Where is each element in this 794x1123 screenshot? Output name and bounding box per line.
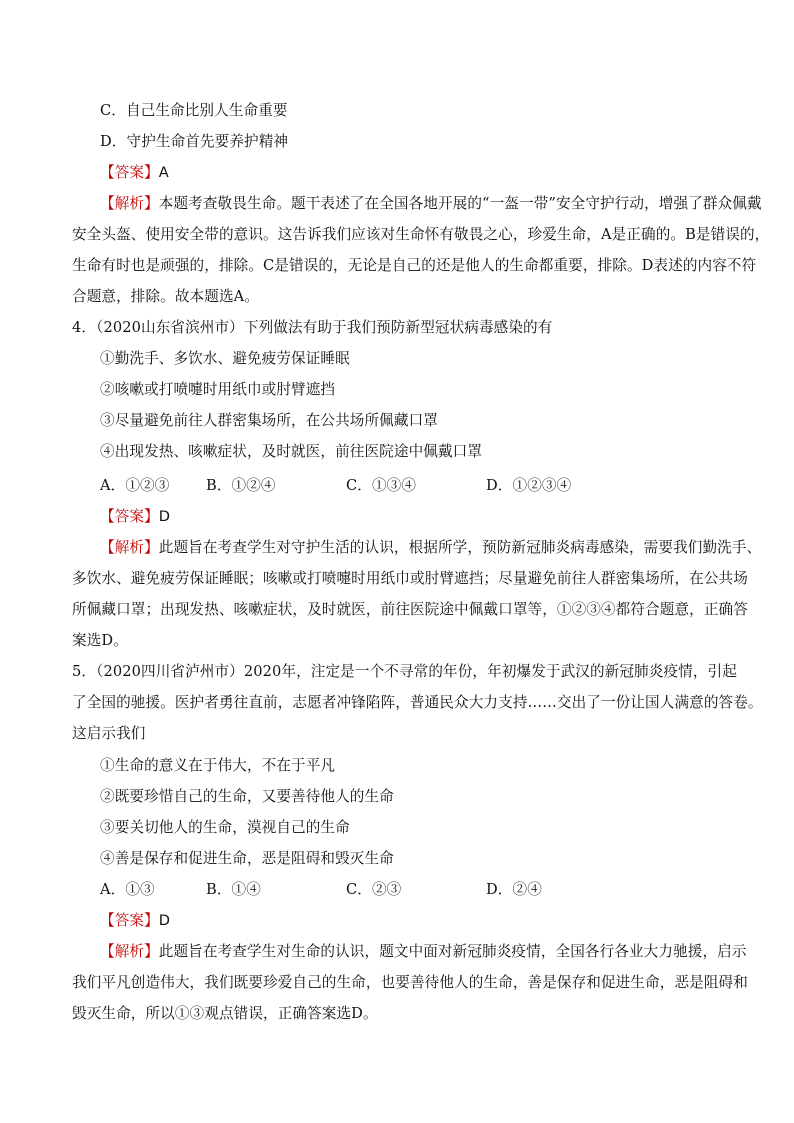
statement-item: ③要关切他人的生命，漠视自己的生命: [100, 819, 350, 836]
question-stem: 5．（2020四川省泸州市）2020年，注定是一个不寻常的年份，年初爆发于武汉的新冠肺炎疫情，引起: [72, 663, 737, 680]
analysis-line: [100, 942, 750, 962]
answer-line: [100, 911, 750, 931]
analysis-text: 本题考查敬畏生命。题干表述了在全国各地开展的“一盔一带”安全守护行动，增强了群众佩戴: [158, 195, 762, 212]
answer-tag: 【答案】: [100, 912, 159, 929]
statement-item: ①生命的意义在于伟大，不在于平凡: [100, 757, 336, 774]
option-a: A．①②③: [100, 477, 170, 494]
answer-value: A: [158, 164, 169, 181]
answer-tag: 【答案】: [100, 164, 159, 181]
analysis-text: 合题意，排除。故本题选A。: [72, 288, 259, 305]
analysis-tag: 【解析】: [100, 539, 159, 556]
option-d: D．守护生命首先要养护精神: [100, 133, 289, 150]
analysis-text: 此题旨在考查学生对生命的认识，题文中面对新冠肺炎疫情，全国各行各业大力驰援，启示: [158, 943, 747, 960]
options-row: [100, 476, 750, 496]
analysis-text: 此题旨在考查学生对守护生活的认识，根据所学，预防新冠肺炎病毒感染，需要我们勤洗手、: [158, 539, 762, 556]
analysis-line: [100, 194, 762, 214]
answer-line: [100, 507, 750, 527]
option-c: C．自己生命比别人生命重要: [100, 102, 288, 119]
analysis-tag: 【解析】: [100, 195, 159, 212]
question-stem: 了全国的驰援。医护者勇往直前，志愿者冲锋陷阵，普通民众大力支持……交出了一份让国人满意的答卷。: [72, 694, 763, 711]
analysis-text: 多饮水、避免疲劳保证睡眠；咳嗽或打喷嚏时用纸巾或肘臂遮挡；尽量避免前往人群密集场所，在公共场: [72, 570, 748, 587]
option-d: D．①②③④: [486, 477, 572, 494]
analysis-line: [100, 538, 762, 558]
option-c: C．②③: [346, 881, 402, 898]
analysis-text: 毁灭生命，所以①③观点错误，正确答案选D。: [72, 1005, 378, 1022]
analysis-text: 案选D。: [72, 632, 128, 649]
analysis-text: 生命有时也是顽强的，排除。C是错误的，无论是自己的还是他人的生命都重要，排除。D表述的内容不符: [72, 257, 757, 274]
statement-item: ②咳嗽或打喷嚏时用纸巾或肘臂遮挡: [100, 381, 336, 398]
analysis-tag: 【解析】: [100, 943, 159, 960]
statement-item: ④出现发热、咳嗽症状，及时就医，前往医院途中佩戴口罩: [100, 443, 483, 460]
analysis-text: 所佩藏口罩；出现发热、咳嗽症状，及时就医，前往医院途中佩戴口罩等，①②③④都符合题意，正确答: [72, 601, 748, 618]
statement-item: ②既要珍惜自己的生命，又要善待他人的生命: [100, 788, 394, 805]
answer-tag: 【答案】: [100, 508, 159, 525]
option-a: A．①③: [100, 881, 155, 898]
question-stem: 这启示我们: [72, 725, 146, 742]
answer-line: [100, 163, 750, 183]
option-b: B．①②④: [206, 477, 276, 494]
statement-item: ①勤洗手、多饮水、避免疲劳保证睡眠: [100, 350, 350, 367]
option-b: B．①④: [206, 881, 261, 898]
option-d: D．②④: [486, 881, 542, 898]
answer-value: D: [158, 912, 171, 929]
statement-item: ④善是保存和促进生命，恶是阻碍和毁灭生命: [100, 850, 394, 867]
statement-item: ③尽量避免前往人群密集场所，在公共场所佩藏口罩: [100, 412, 438, 429]
analysis-text: 我们平凡创造伟大，我们既要珍爱自己的生命，也要善待他人的生命，善是保存和促进生命，恶是阻碍和: [72, 974, 748, 991]
answer-value: D: [158, 508, 171, 525]
analysis-text: 安全头盔、使用安全带的意识。这告诉我们应该对生命怀有敬畏之心，珍爱生命，A是正确的。B是错误的，: [72, 226, 770, 243]
question-stem: 4．（2020山东省滨州市）下列做法有助于我们预防新型冠状病毒感染的有: [72, 319, 553, 336]
option-c: C．①③④: [346, 477, 417, 494]
options-row: [100, 880, 750, 900]
